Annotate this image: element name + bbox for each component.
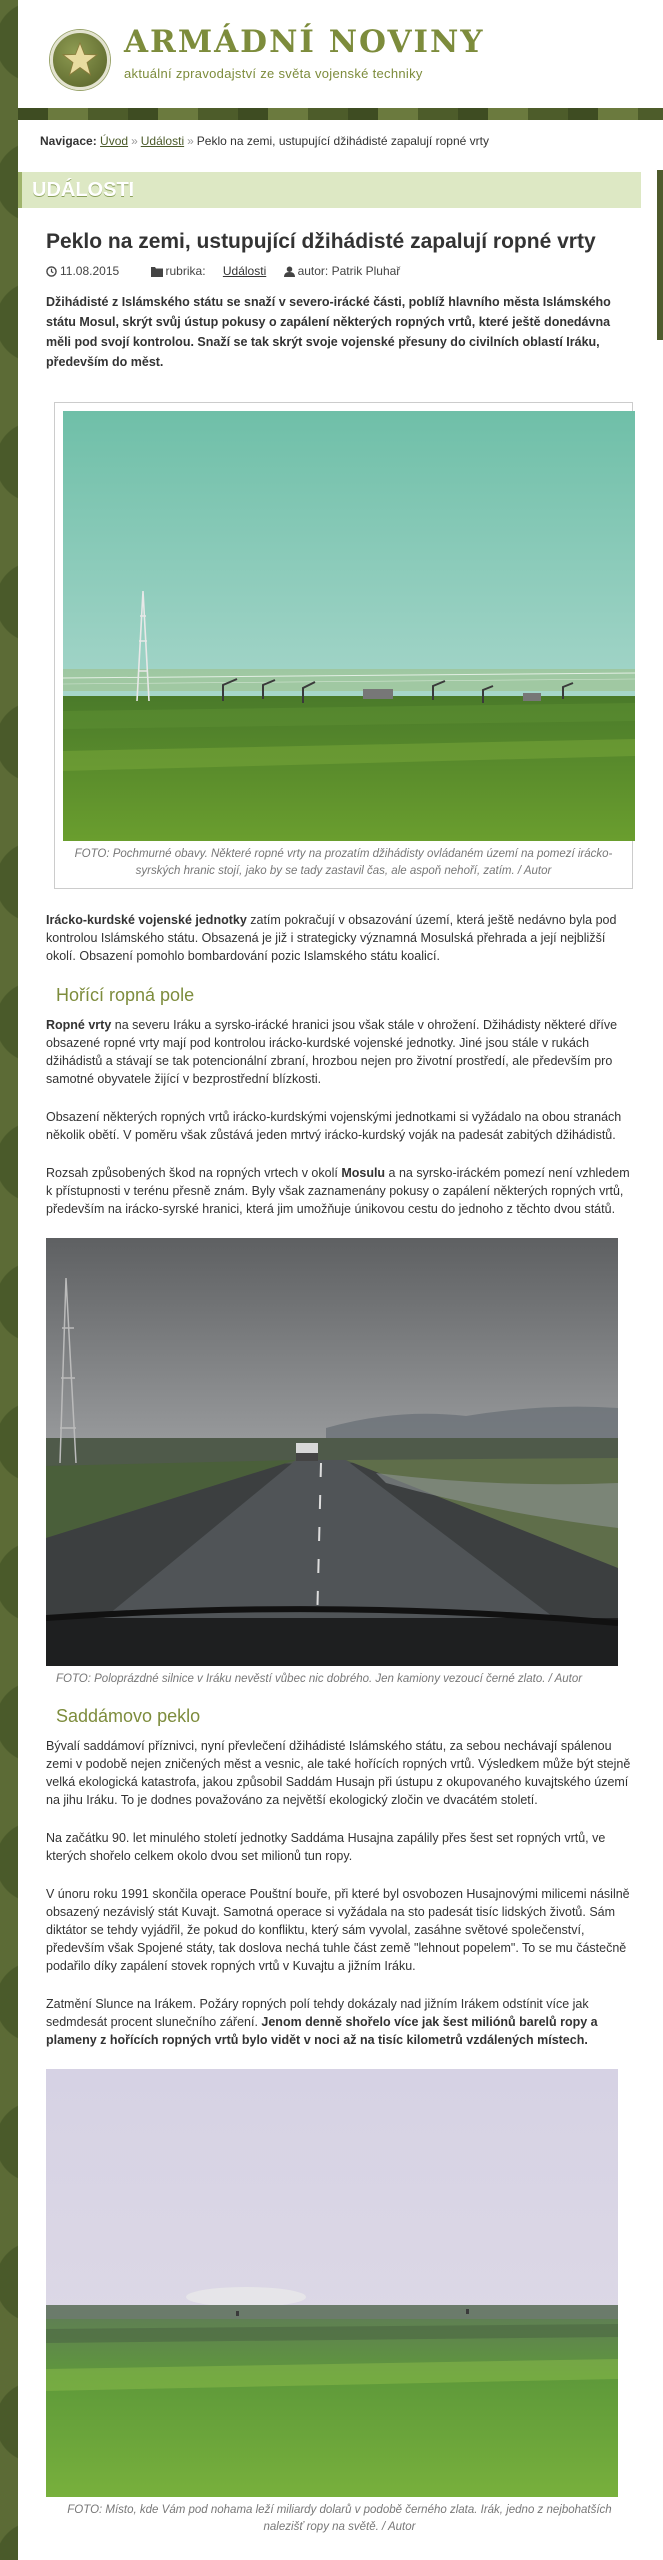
- p8-text: Zatmění Slunce na Irákem. Požáry ropných polí tehdy dokázaly nad jižním Irákem odstínit více jak sedmdesát procent slunečního záření.: [46, 1997, 589, 2029]
- breadcrumb-section-link[interactable]: Události: [140, 134, 185, 148]
- p4-text-b: a na syrsko-iráckém pomezí není vzhledem k přístupnosti v terénu přesně znám. Byly však zaznamenány pokusy o zapálení některých ropných vrtů, především na irácko-syrské hranici, která jim umožňuje únikovou cestu do jednoho z těchto dvou států.: [46, 1166, 630, 1216]
- star-logo-icon: [62, 41, 98, 77]
- site-title[interactable]: ARMÁDNÍ NOVINY: [124, 24, 485, 60]
- right-edge-strip: [657, 170, 663, 340]
- rubric-label: rubrika:: [165, 264, 206, 278]
- clock-icon: [46, 266, 57, 277]
- p8-strong: Jenom denně shořelo více jak šest miliónů barelů ropy a plameny z hořících ropných vrtů bylo vidět v noci až na tisíc kilometrů vzdálených místech.: [46, 2015, 598, 2047]
- figure-3-caption: FOTO: Místo, kde Vám pod nohama leží miliardy dolarů v podobě černého zlata. Irák, jedno z nejbohatších nalezišť ropy na světě. / Autor: [67, 2504, 612, 2533]
- figure-3: [46, 2069, 633, 2536]
- heading-saddam-hell: Saddámovo peklo: [56, 1706, 201, 1726]
- oilfield-photo[interactable]: [63, 411, 635, 841]
- paragraph-5: Bývalí saddámoví příznivci, nyní převlečení džihádisté Islámského státu, za sebou nechávají spálenou zemi v podobě nejen zničených měst a vesnic, ale také hořících ropných vrtů. Výsledkem může být stejně velká ekologická katastrofa, jakou způsobil Saddám Husajn při ústupu z okupovaného kuvajtského území na jihu Iráku. To je dodnes považováno za největší ekologický zločin ve dvacátém století.: [46, 1739, 631, 1807]
- road-photo[interactable]: [46, 1238, 618, 1666]
- paragraph-4: [46, 1164, 633, 1218]
- figure-2: [46, 1238, 633, 1688]
- user-icon: [284, 266, 295, 277]
- p1-strong: Irácko-kurdské vojenské jednotky: [46, 913, 247, 927]
- paragraph-3: Obsazení některých ropných vrtů irácko-kurdskými vojenskými jednotkami si vyžádalo na obou stranách několik obětí. V poměru však zůstává jeden mrtvý irácko-kurdský voják na padesát zabitých džihádistů.: [46, 1110, 622, 1142]
- heading-burning-fields: Hořící ropná pole: [56, 985, 195, 1005]
- paragraph-1: [46, 911, 633, 965]
- site-logo[interactable]: [50, 30, 110, 90]
- paragraph-8: [46, 1995, 633, 2049]
- camo-band: [18, 108, 663, 120]
- p4-strong: Mosulu: [341, 1166, 386, 1180]
- paragraph-6: Na začátku 90. let minulého století jednotky Saddáma Husajna zapálily přes šest set ropných vrtů, ve kterých shořelo celkem okolo dvou set milionů tun ropy.: [46, 1831, 606, 1863]
- paragraph-7: V únoru roku 1991 skončila operace Pouštní bouře, při které byl osvobozen Husajnovými milicemi násilně obsazený nezávislý stát Kuvajt. Samotná operace si vyžádala na sto padesát tisíc lidských životů. Sám diktátor se tehdy vyjádřil, že pokud do konfliktu, který sám vyvolal, zasáhne světové společenství, především však Spojené státy, tak doslova nechá tuhle část země "lehnout popelem". To se mu částečně podařilo díky zapálení stovek ropných vrtů v Kuvajtu a jižním Iráku.: [46, 1887, 630, 1973]
- p2-text: na severu Iráku a syrsko-irácké hranici jsou však stále v ohrožení. Džihádisty některé dříve obsazené ropné vrty mají pod kontrolou irácko-kurdské vojenské jednotky. Jiné jsou stále v rukách džihádistů a stávají se tak potencionální zbraní, hrozbou nejen pro životní prostředí, ale především pro samotné obyvatele žijící v bezprostřední blízkosti.: [46, 1018, 618, 1086]
- page: [18, 0, 663, 2560]
- section-title: UDÁLOSTI: [18, 172, 641, 208]
- article-meta: [46, 264, 633, 278]
- figure-1: [54, 402, 633, 889]
- article-author: autor: Patrik Pluhař: [297, 264, 401, 278]
- article-title: Peklo na zemi, ustupující džihádisté zapalují ropné vrty: [46, 230, 596, 253]
- folder-icon: [151, 266, 163, 277]
- p4-text-a: Rozsah způsobených škod na ropných vrtech v okolí: [46, 1166, 342, 1180]
- site-subtitle: aktuální zpravodajství ze světa vojenské techniky: [124, 66, 423, 81]
- article: [18, 208, 663, 2536]
- figure-2-caption: FOTO: Poloprázdné silnice v Iráku nevěstí vůbec nic dobrého. Jen kamiony vezoucí černé zlato. / Autor: [56, 1673, 583, 1685]
- rubric-link[interactable]: Události: [222, 264, 267, 278]
- article-lead: Džihádisté z Islámského státu se snaží v severo-irácké části, poblíž hlavního města Islámského státu Mosul, skrýt svůj ústup pokusy o zapálení některých ropných vrtů, které ještě donedávna měli pod svojí kontrolou. Snaží se tak skrýt svoje vojenské přesuny do civilních oblastí Iráku, především do měst.: [46, 295, 611, 369]
- figure-1-caption: FOTO: Pochmurné obavy. Některé ropné vrty na prozatím džihádisty ovládaném území na pomezí irácko-syrských hranic stojí, jako by se tady zastavil čas, ale aspoň nehoří, zatím. / Autor: [74, 848, 613, 877]
- paragraph-2: [46, 1016, 633, 1088]
- p1-text: zatím pokračují v obsazování území, která ještě nedávno byla pod kontrolou Islámského státu. Obsazená je již i strategicky významná Mosulská přehrada a její nejbližší okolí. Obsazení pomohlo bombardování pozic Islamského státu koalicí.: [46, 913, 617, 963]
- article-date: 11.08.2015: [60, 264, 120, 278]
- p2-strong: Ropné vrty: [46, 1018, 112, 1032]
- site-header: [18, 0, 663, 108]
- plain-photo[interactable]: [46, 2069, 618, 2497]
- breadcrumb-label: Navigace:: [40, 134, 97, 148]
- breadcrumb: Navigace: Úvod » Události » Peklo na zemi, ustupující džihádisté zapalují ropné vrty: [18, 120, 663, 164]
- breadcrumb-home-link[interactable]: Úvod: [100, 134, 129, 148]
- breadcrumb-current: Peklo na zemi, ustupující džihádisté zapalují ropné vrty: [196, 134, 489, 148]
